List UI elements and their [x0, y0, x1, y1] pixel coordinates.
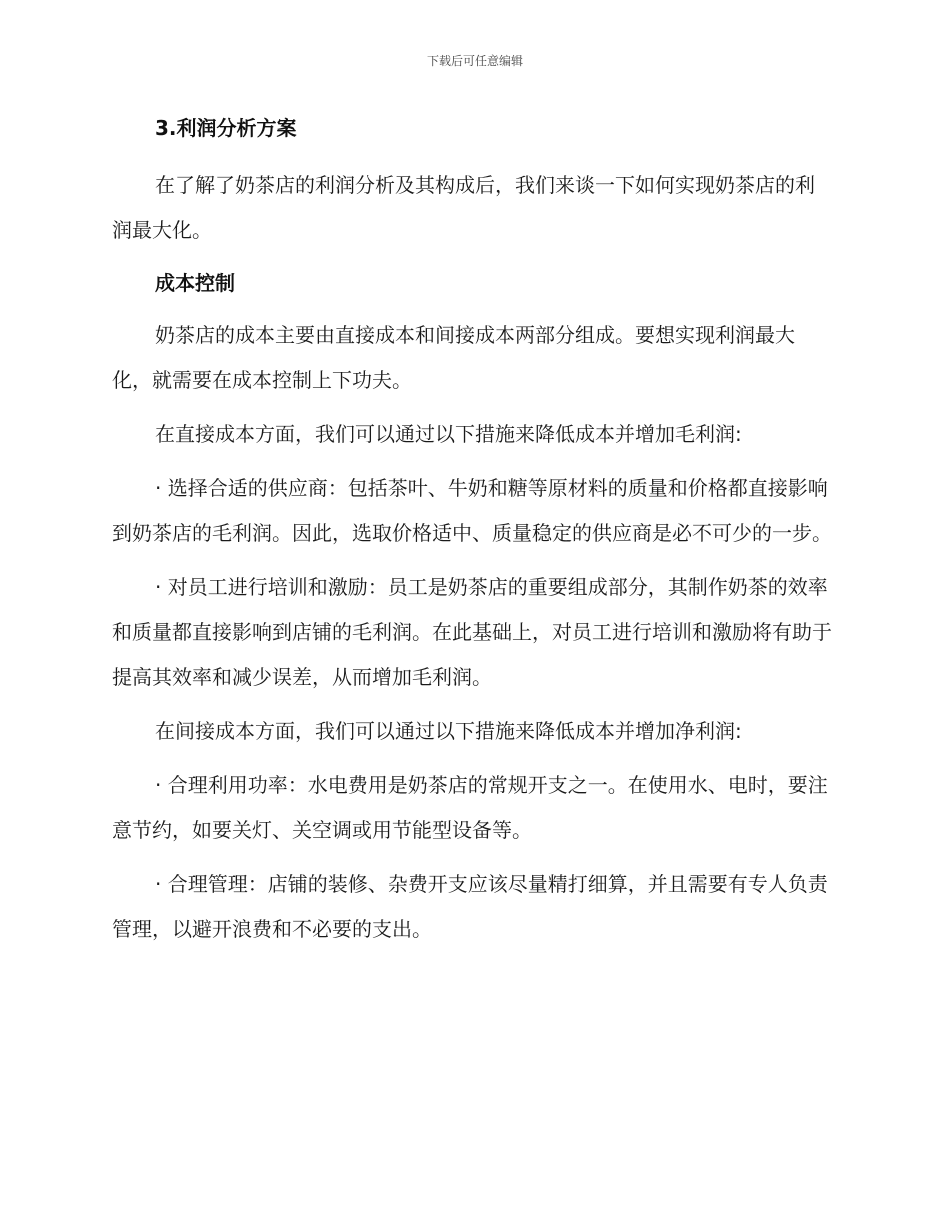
bullet-power: · 合理利用功率：水电费用是奶茶店的常规开支之一。在使用水、电时，要注意节约，如要关灯、关空调或用节能型设备等。	[112, 773, 828, 842]
section-title: 3.利润分析方案	[155, 116, 297, 140]
bullet-staff: · 对员工进行培训和激励：员工是奶茶店的重要组成部分，其制作奶茶的效率和质量都直接影响到店铺的毛利润。在此基础上，对员工进行培训和激励将有助于提高其效率和减少误差，从而增加毛利润。	[112, 575, 832, 689]
bullet-supplier: · 选择合适的供应商：包括茶叶、牛奶和糖等原材料的质量和价格都直接影响到奶茶店的毛利润。因此，选取价格适中、质量稳定的供应商是必不可少的一步。	[112, 476, 832, 545]
subheading-cost-control: 成本控制	[155, 271, 235, 295]
bullet-management: · 合理管理：店铺的装修、杂费开支应该尽量精打细算，并且需要有专人负责管理，以避开浪费和不必要的支出。	[112, 872, 828, 941]
direct-cost-intro: 在直接成本方面，我们可以通过以下措施来降低成本并增加毛利润:	[155, 422, 742, 446]
cost-structure-paragraph: 奶茶店的成本主要由直接成本和间接成本两部分组成。要想实现利润最大化，就需要在成本控制上下功夫。	[112, 323, 795, 392]
intro-paragraph: 在了解了奶茶店的利润分析及其构成后，我们来谈一下如何实现奶茶店的利润最大化。	[112, 173, 815, 242]
document-body	[112, 112, 832, 961]
indirect-cost-intro: 在间接成本方面，我们可以通过以下措施来降低成本并增加净利润:	[155, 719, 742, 743]
page-header: 下载后可任意编辑	[426, 54, 523, 68]
